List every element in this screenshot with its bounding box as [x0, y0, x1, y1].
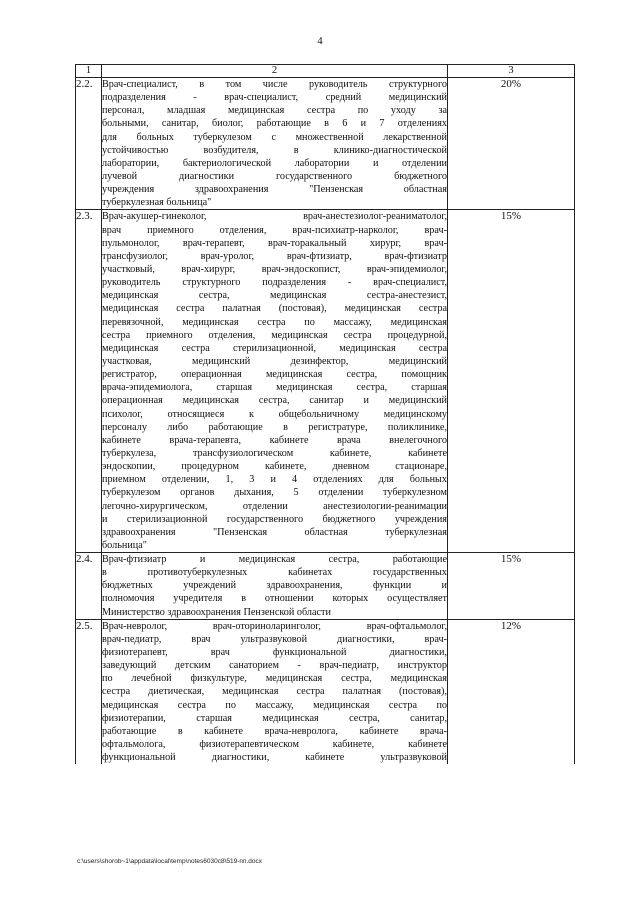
description-line: операционная медицинская сестра, санитар и медицинский — [102, 395, 447, 407]
row-description — [102, 553, 448, 620]
description-line: Врач-фтизиатр и медицинская сестра, работающие — [102, 554, 447, 566]
description-line: физиотерапевт, врач функциональной диагностики, — [102, 647, 447, 659]
row-number: 2.5. — [76, 619, 102, 764]
description-line: медицинская сестра палатная (постовая), медицинская сестра — [102, 303, 447, 315]
description-line: руководитель структурного подразделения - врач-специалист, — [102, 277, 447, 289]
row-number: 2.3. — [76, 210, 102, 553]
description-line: врач приемного отделения, врач-психиатр-нарколог, врач- — [102, 224, 447, 236]
footer-file-path: c:\users\shorob~1\appdata\local\temp\notes6030c8\519-пп.docx — [77, 858, 263, 865]
description-line: здравоохранения "Пензенская областная туберкулезная — [102, 526, 447, 538]
description-line: работающие в кабинете врача-невролога, кабинете врача- — [102, 725, 447, 737]
row-number: 2.2. — [76, 78, 102, 210]
description-line: пульмонолог, врач-терапевт, врач-торакальный хирург, врач- — [102, 237, 447, 249]
description-line: функциональной диагностики, кабинете ультразвуковой — [102, 752, 447, 764]
description-line: психолог, относящиеся к общебольничному медицинскому — [102, 408, 447, 420]
description-line: больными, санитар, биолог, работающие в 6 и 7 отделениях — [102, 118, 447, 130]
description-line: сестра приемного отделения, медицинская сестра процедурной, — [102, 329, 447, 341]
description-line: перевязочной, медицинская сестра по массажу, медицинская — [102, 316, 447, 328]
allowance-table — [75, 64, 575, 764]
row-description — [102, 619, 448, 764]
description-line: врача-эпидемиолога, старшая медицинская сестра, старшая — [102, 382, 447, 394]
table-header-row — [76, 65, 575, 78]
description-line: Врач-акушер-гинеколог, врач-анестезиолог-реаниматолог, — [102, 211, 447, 223]
header-col-3: 3 — [448, 65, 575, 78]
description-line: Министерство здравоохранения Пензенской области — [102, 606, 331, 618]
description-line: легочно-хирургическом, отделении анестезиологии-реанимации — [102, 500, 447, 512]
description-line: больница" — [102, 539, 147, 551]
description-line: лаборатории, бактериологической лаборатории и отделении — [102, 157, 447, 169]
description-line: кабинете врача-терапевта, кабинете врача внелегочного — [102, 434, 447, 446]
description-line: подразделения - врач-специалист, средний медицинский — [102, 92, 447, 104]
description-line: заведующий детским санаторием - врач-педиатр, инструктор — [102, 660, 447, 672]
description-line: персоналу либо работающие в регистратуре, поликлинике, — [102, 421, 447, 433]
description-line: физиотерапии, старшая медицинская сестра, санитар, — [102, 712, 447, 724]
page-number: 4 — [317, 36, 323, 47]
description-line: лучевой диагностики государственного бюджетного — [102, 170, 447, 182]
description-line: Врач-невролог, врач-оториноларинголог, врач-офтальмолог, — [102, 620, 447, 632]
description-line: полномочия учредителя в отношении которых осуществляет — [102, 593, 447, 605]
description-line: медицинская сестра стерилизационной, медицинская сестра — [102, 342, 447, 354]
table-row — [76, 619, 575, 764]
description-line: учреждения здравоохранения "Пензенская областная — [102, 184, 447, 196]
row-percentage: 15% — [448, 553, 575, 620]
table-row — [76, 78, 575, 210]
description-line: туберкулезом органов дыхания, 5 отделении туберкулезном — [102, 487, 447, 499]
header-col-2: 2 — [102, 65, 448, 78]
row-percentage: 15% — [448, 210, 575, 553]
description-line: врач-педиатр, врач ультразвуковой диагностики, врач- — [102, 633, 447, 645]
description-line: Врач-специалист, в том числе руководитель структурного — [102, 79, 447, 90]
description-line: устойчивостью возбудителя, в клинико-диагностической — [102, 144, 447, 156]
description-line: эндоскопии, процедурном кабинете, дневном стационаре, — [102, 461, 447, 473]
description-line: туберкулезная больница" — [102, 197, 212, 209]
description-line: офтальмолога, физиотерапевтическом кабинете, кабинете — [102, 739, 447, 751]
row-percentage: 12% — [448, 619, 575, 764]
table-row — [76, 553, 575, 620]
description-line: медицинская сестра, медицинская сестра-анестезист, — [102, 290, 447, 302]
description-line: трансфузиолог, врач-уролог, врач-фтизиатр, врач-фтизиатр — [102, 250, 447, 262]
description-line: по лечебной физкультуре, медицинская сестра, медицинская — [102, 673, 447, 685]
description-line: медицинская сестра по массажу, медицинская сестра по — [102, 699, 447, 711]
row-description — [102, 78, 448, 210]
row-description — [102, 210, 448, 553]
description-line: регистратор, операционная медицинская сестра, помощник — [102, 369, 447, 381]
description-line: и стерилизационной государственного бюджетного учреждения — [102, 513, 447, 525]
table-row — [76, 210, 575, 553]
row-percentage: 20% — [448, 78, 575, 210]
description-line: бюджетных учреждений здравоохранения, функции и — [102, 580, 447, 592]
description-line: приемном отделении, 1, 3 и 4 отделениях для больных — [102, 474, 447, 486]
description-line: туберкулеза, трансфузиологическом кабинете, кабинете — [102, 447, 447, 459]
description-line: участковая, медицинский дезинфектор, медицинский — [102, 355, 447, 367]
header-col-1: 1 — [76, 65, 102, 78]
description-line: участковый, врач-хирург, врач-эндоскопист, врач-эпидемиолог, — [102, 263, 447, 275]
row-number: 2.4. — [76, 553, 102, 620]
description-line: сестра диетическая, медицинская сестра палатная (постовая), — [102, 686, 447, 698]
description-line: персонал, младшая медицинская сестра по уходу за — [102, 105, 447, 117]
description-line: в противотуберкулезных кабинетах государственных — [102, 567, 447, 579]
description-line: для больных туберкулезом с множественной лекарственной — [102, 131, 447, 143]
